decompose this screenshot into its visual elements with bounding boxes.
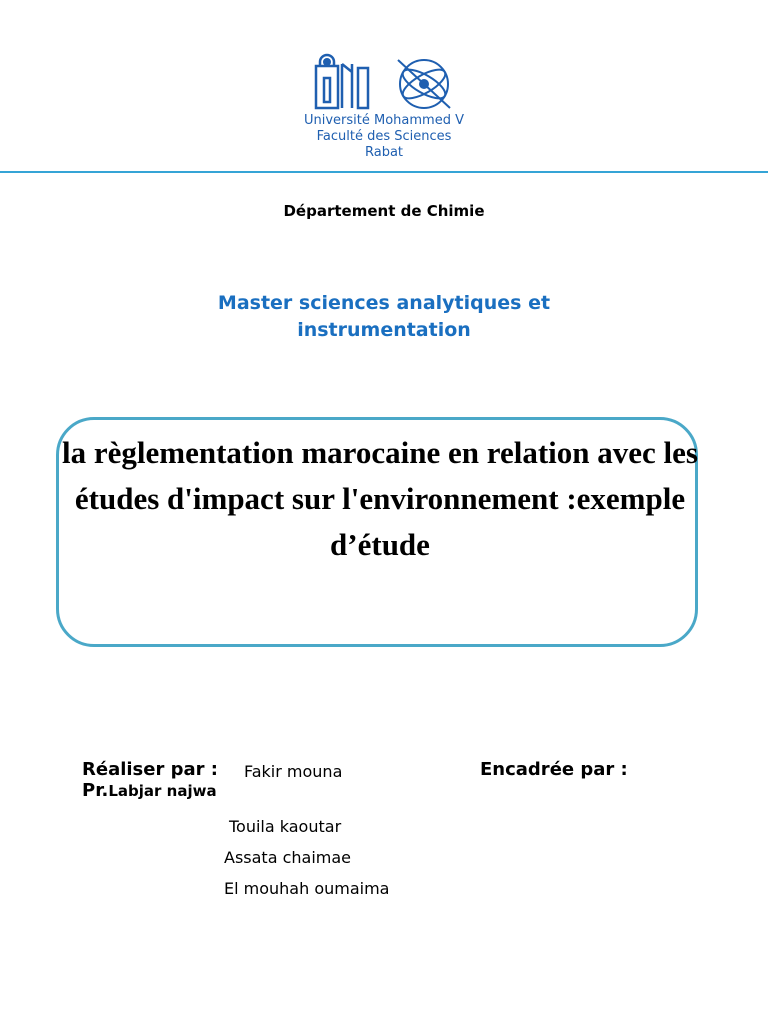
- university-name-line3: Rabat: [364, 145, 404, 160]
- supervised-by-label: Encadrée par :: [480, 759, 628, 780]
- department-name: Département de Chimie: [283, 202, 485, 220]
- university-name-line1: Université Mohammed V: [304, 113, 464, 128]
- document-title: la règlementation marocaine en relation avec les études d'impact sur l'environnement :exemple d’étude: [62, 435, 698, 562]
- author-name: Fakir mouna: [244, 762, 343, 781]
- university-crest-icon: [262, 48, 506, 118]
- master-program: Master sciences analytiques et instrumentation: [217, 292, 551, 341]
- author-name: Touila kaoutar: [229, 817, 342, 836]
- author-name: Assata chaimae: [224, 848, 352, 867]
- supervisor-name: [82, 780, 217, 801]
- supervisor-fullname: Labjar najwa: [108, 782, 217, 800]
- header-divider: [0, 171, 768, 173]
- author-name: El mouhah oumaima: [224, 879, 390, 898]
- university-logo-block: [262, 48, 506, 168]
- university-name-line2: Faculté des Sciences: [316, 129, 452, 144]
- realised-by-label: Réaliser par :: [82, 759, 218, 780]
- supervisor-prefix: Pr.: [82, 780, 109, 801]
